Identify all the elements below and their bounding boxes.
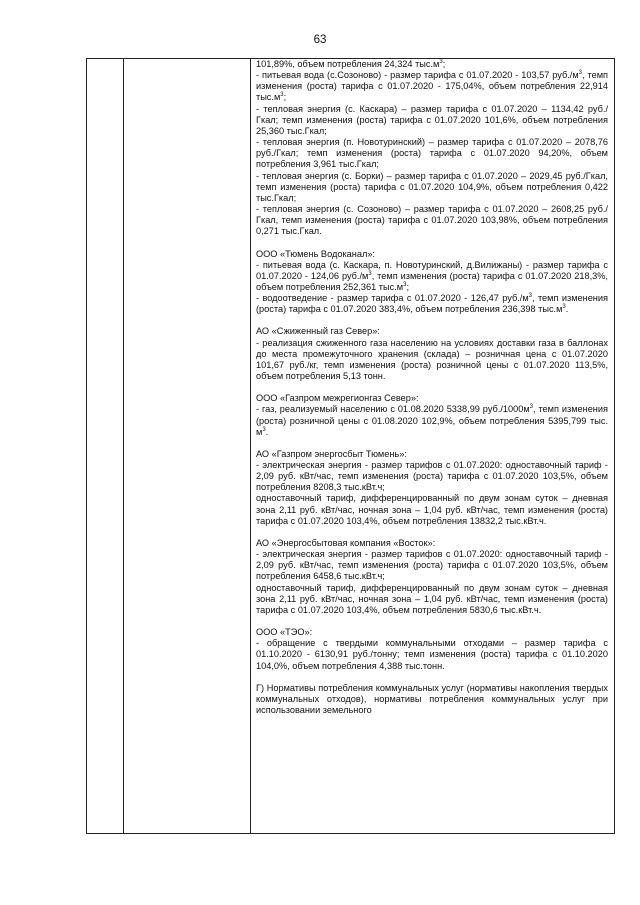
organization-name: АО «Сжиженный газ Север»:	[256, 326, 380, 337]
column-border-3	[250, 58, 251, 834]
page-number: 63	[313, 34, 327, 46]
column-border-1	[86, 58, 87, 834]
table-cell-text	[256, 59, 608, 716]
tariff-line: одноставочный тариф, дифференцированный по двум зонам суток – дневная зона 2,11 руб. кВт/час, ночная зона – 1,04 руб. кВт/час, темп изменения (роста) тарифа с 01.07.2020 103,4%, объем потребления 5830,6 тыс.кВт.ч.	[256, 582, 608, 615]
block-gap	[256, 438, 608, 449]
tariff-line: - газ, реализуемый населению с 01.08.2020 5338,99 $руб./1000м^3$, темп изменения (роста) розничной цены с 01.08.2020 102,9%, объем потребления 5395,799 тыс. $м^3$.	[256, 404, 608, 437]
organization-name: АО «Газпром энергосбыт Тюмень»:	[256, 448, 407, 459]
organization-name: ООО «Тюмень Водоканал»:	[256, 248, 375, 259]
organization-name: АО «Энергосбытовая компания «Восток»:	[256, 537, 436, 548]
block-gap	[256, 238, 608, 249]
block-gap	[256, 315, 608, 326]
tariff-line: - тепловая энергия (с. Каскара) – размер тарифа с 01.07.2020 – 1134,42 руб./Гкал; темп изменения (роста) тарифа с 01.07.2020 101,6%, объем потребления 25,360 тыс.Гкал;	[256, 103, 608, 136]
tariff-line: - обращение с твердыми коммунальными отходами – размер тарифа с 01.10.2020 - 6130,91 руб./тонну; темп изменения (роста) тарифа с 01.10.2020 104,0%, объем потребления 4,388 тыс.тонн.	[256, 638, 608, 671]
tariff-line: - электрическая энергия - размер тарифов с 01.07.2020: одноставочный тариф - 2,09 руб. кВт/час, темп изменения (роста) тарифа с 01.07.2020 103,5%, объем потребления 8208,3 тыс.кВт.ч;	[256, 460, 608, 493]
organization-name: ООО «ТЭО»:	[256, 627, 313, 638]
tariff-line: - водоотведение - размер тарифа с 01.07.2020 - 126,47 $руб./м^3$, темп изменения (роста) тарифа с 01.07.2020 383,4%, объем потребления 236,398 $тыс.м^3$.	[256, 293, 608, 315]
tariff-line: - питьевая вода (с.Созоново) - размер тарифа с 01.07.2020 - 103,57 $руб./м^3$, темп изменения (роста) тарифа с 01.07.2020 - 175,04%, объем потребления 22,914 $тыс.м^3$;	[256, 70, 608, 103]
column-border-2	[123, 58, 124, 834]
tariff-line: - тепловая энергия (с. Борки) – размер тарифа с 01.07.2020 – 2029,45 руб./Гкал, темп изменения (роста) тарифа с 01.07.2020 104,9%, объем потребления 0,422 тыс.Гкал;	[256, 170, 608, 203]
tariff-line: 101,89%, объем потребления 24,324 $тыс.м^3$;	[256, 58, 446, 69]
table-bottom-border	[86, 833, 615, 834]
tariff-line: Г) Нормативы потребления коммунальных услуг (нормативы накопления твердых коммунальных отходов), нормативы потребления коммунальных услуг при использовании земельного	[256, 682, 608, 715]
block-gap	[256, 616, 608, 627]
organization-name: ООО «Газпром межрегионгаз Север»:	[256, 393, 419, 404]
tariff-line: - реализация сжиженного газа населению на условиях доставки газа в баллонах до места промежуточного хранения (склада) – розничная цена с 01.07.2020 101,67 руб./кг, темп изменения (роста) розничной цены с 01.07.2020 113,5%, объем потребления 5,13 тонн.	[256, 337, 608, 382]
tariff-line: - тепловая энергия (с. Созоново) – размер тарифа с 01.07.2020 – 2608,25 руб./Гкал, темп изменения (роста) тарифа с 01.07.2020 103,98%, объем потребления 0,271 тыс.Гкал.	[256, 204, 608, 237]
block-gap	[256, 672, 608, 683]
column-border-4	[614, 58, 615, 834]
document-table	[86, 58, 615, 834]
tariff-line: - питьевая вода (с. Каскара, п. Новотуринский, д.Вилижаны) - размер тарифа с 01.07.2020 - 124,06 $руб./м^3$, темп изменения (роста) тарифа с 01.07.2020 218,3%, объем потребления 252,361 $тыс.м^3$;	[256, 259, 608, 292]
tariff-line: - тепловая энергия (п. Новотуринский) – размер тарифа с 01.07.2020 – 2078,76 руб./Гкал; темп изменения (роста) тарифа с 01.07.2020 94,20%, объем потребления 3,961 тыс.Гкал;	[256, 137, 608, 170]
tariff-line: - электрическая энергия - размер тарифов с 01.07.2020: одноставочный тариф - 2,09 руб. кВт/час, темп изменения (роста) тарифа с 01.07.2020 103,5%, объем потребления 6458,6 тыс.кВт.ч;	[256, 549, 608, 582]
block-gap	[256, 527, 608, 538]
tariff-line: одноставочный тариф, дифференцированный по двум зонам суток – дневная зона 2,11 руб. кВт/час, ночная зона – 1,04 руб. кВт/час, темп изменения (роста) тарифа с 01.07.2020 103,4%, объем потребления 13832,2 тыс.кВт.ч.	[256, 493, 608, 526]
block-gap	[256, 382, 608, 393]
